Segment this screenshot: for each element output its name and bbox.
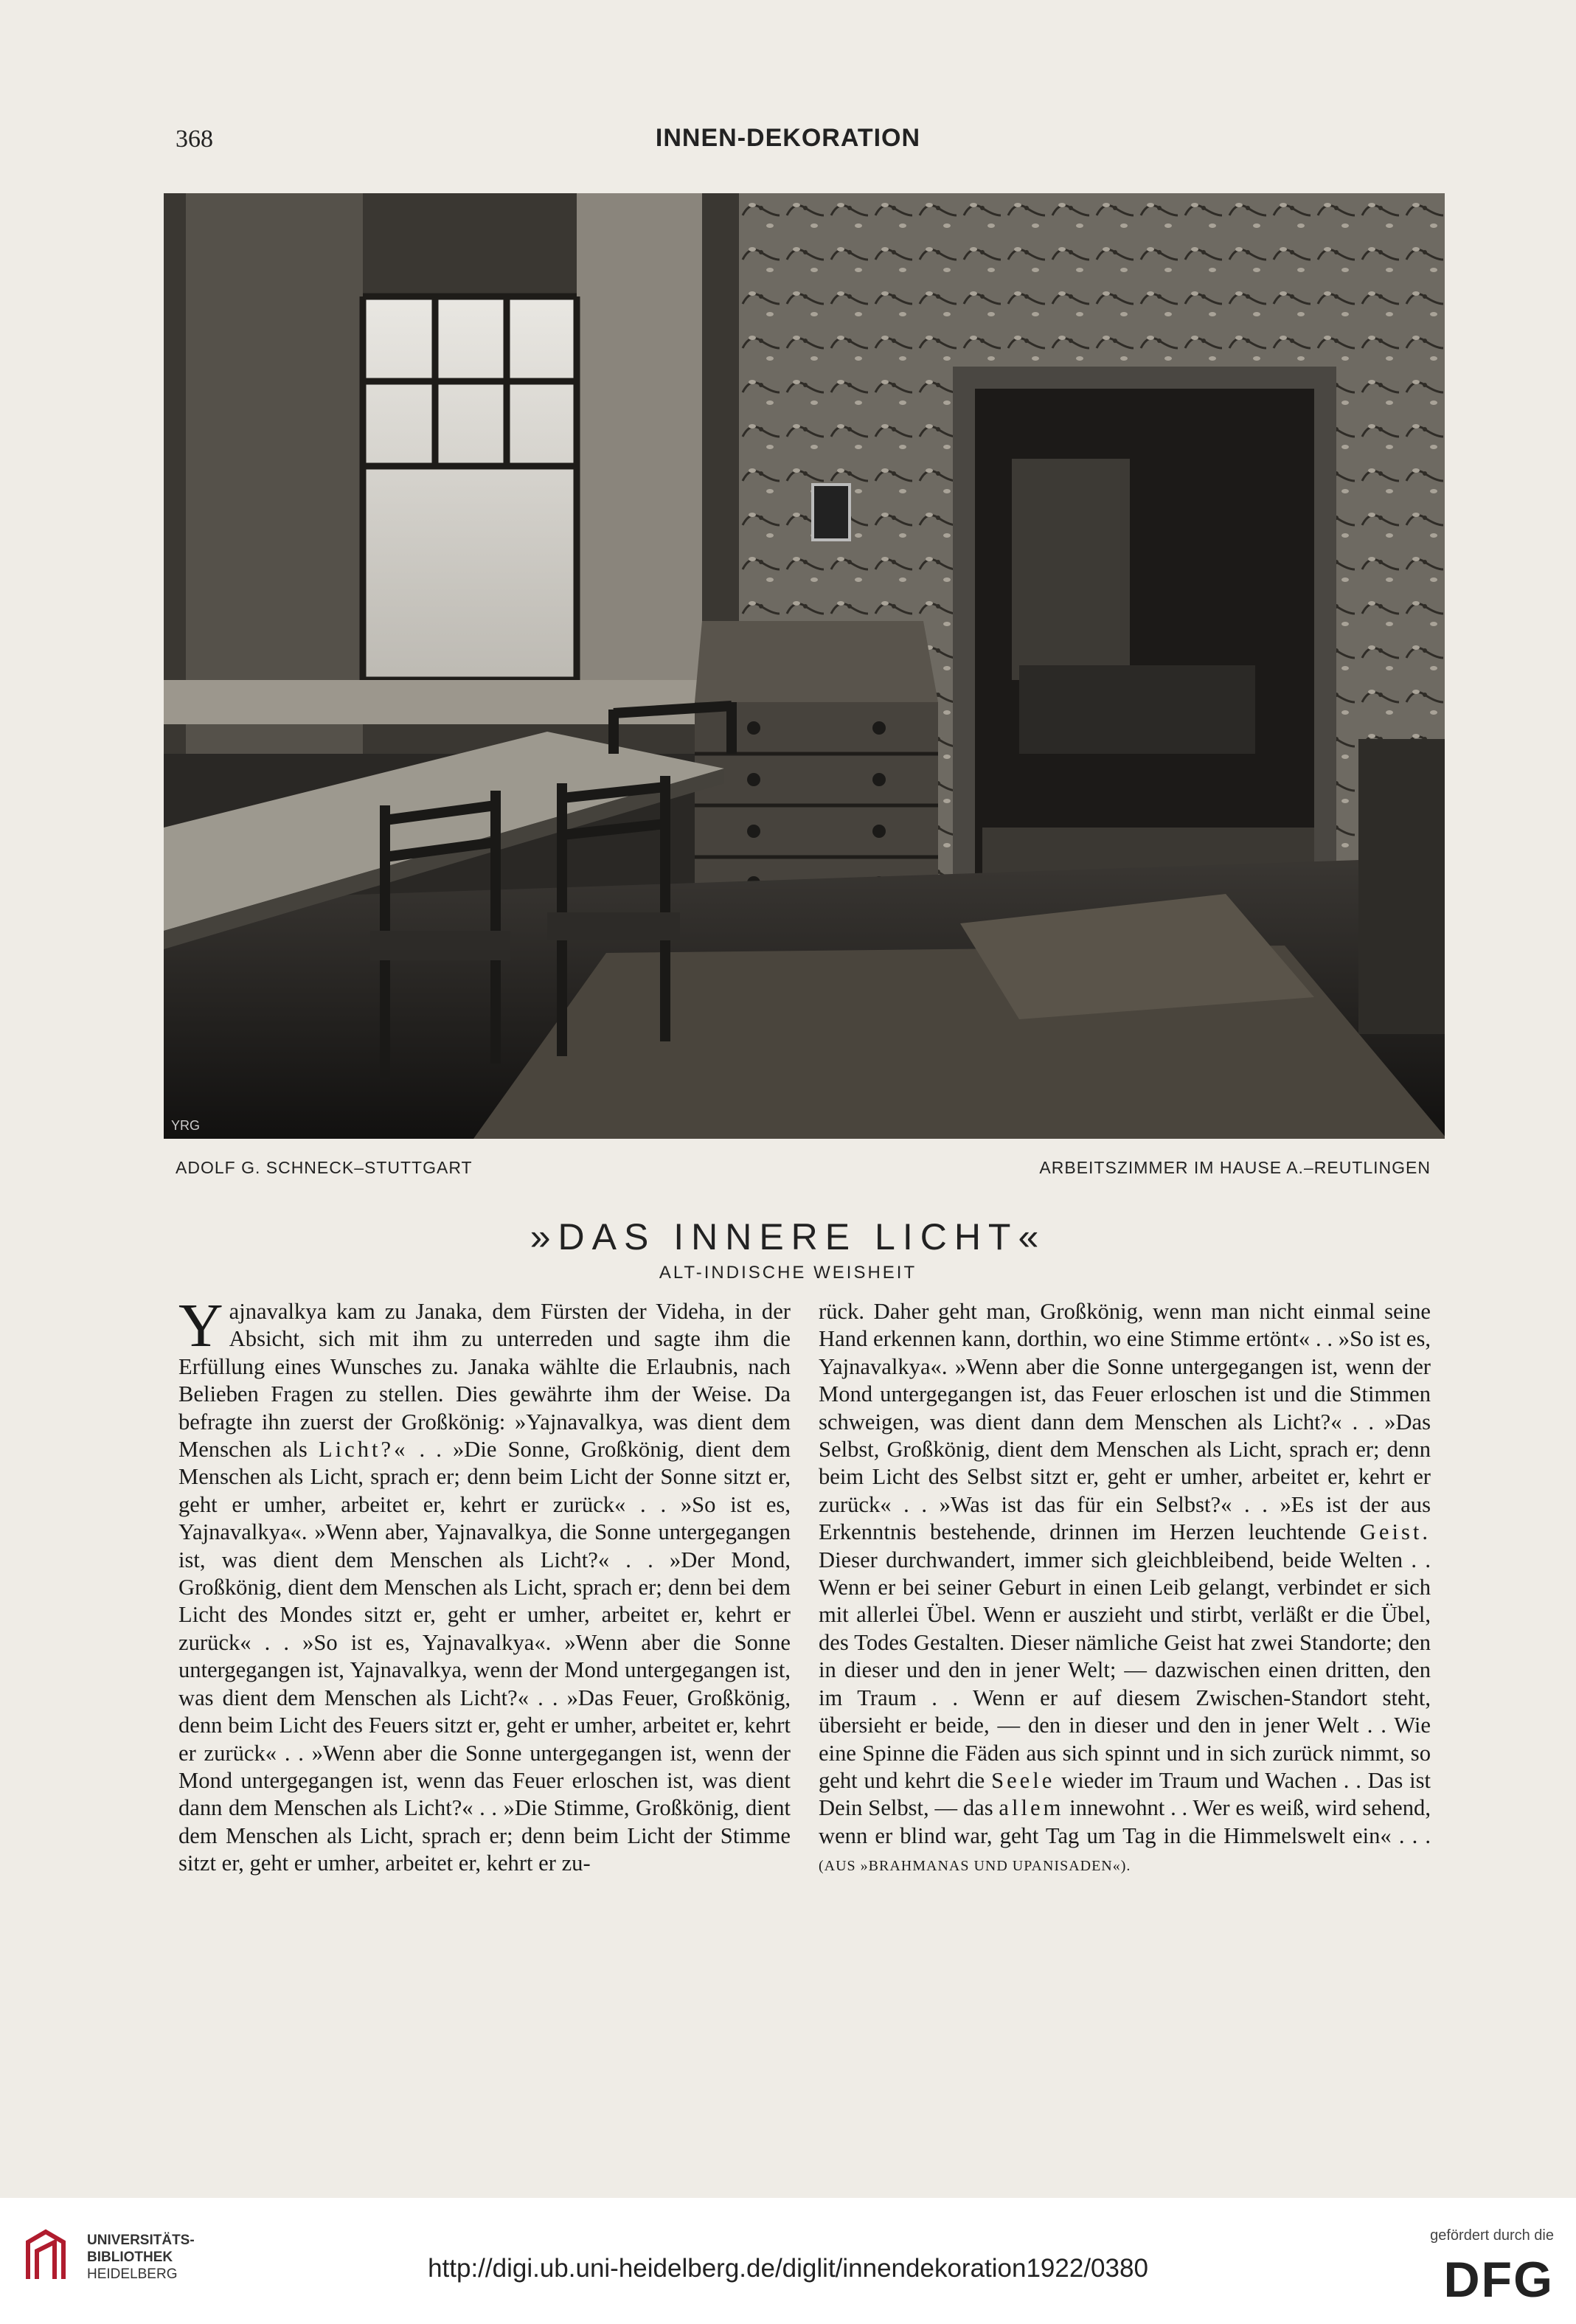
paragraph-right <box>819 1298 1431 1881</box>
permalink-url[interactable]: http://digi.ub.uni-heidelberg.de/diglit/innendekoration1922/0380 <box>428 2254 1148 2283</box>
text-column-left <box>178 1291 791 1878</box>
text-run: . . »Die Sonne, Großkönig, dient dem Menschen als Licht, sprach er; denn beim Licht der Sonne sitzt er, geht er umher, arbeitet er, kehrt er zurück« . . »So ist es, Yajnavalkya«. »Wenn aber, Yajnavalkya, die Sonne untergegangen ist, was dient dem Menschen als Licht?« . . »Der Mond, Großkönig, dient dem Menschen als Licht, sprach er; denn bei dem Licht des Mondes sitzt er, geht er umher, arbeitet er, kehrt er zurück« . . »So ist es, Yajnavalkya«. »Wenn aber die Sonne untergegangen ist, Yajnavalkya, wenn der Mond untergegangen ist, was dient dem Menschen als Licht?« . . »Das Feuer, Großkönig, denn beim Licht des Feuers sitzt er, geht er umher, arbeitet er, kehrt er zurück« . . »Wenn aber die Sonne untergegangen ist, wenn der Mond untergegangen ist, wenn das Feuer erloschen ist, was dient dann dem Menschen als Licht?« . . »Die Stimme, Großkönig, dient dem Menschen als Licht, sprach er; denn beim Licht der Stimme sitzt er, geht er umher, arbeitet er, kehrt er zu- <box>178 1437 791 1876</box>
article-subtitle: ALT-INDISCHE WEISHEIT <box>659 1263 917 1283</box>
text-run: wieder im Traum und Wachen . . Das ist Dein Selbst, — das <box>819 1767 1431 1821</box>
spaced-word: Seele <box>991 1767 1055 1793</box>
text-run: innewohnt . . Wer es weiß, wird sehend, wenn er blind war, geht Tag um Tag in die Himmelswelt ein« . . . <box>819 1795 1431 1848</box>
photo-caption-room: ARBEITSZIMMER IM HAUSE A.–REUTLINGEN <box>1039 1158 1431 1177</box>
text-column-right <box>819 1298 1431 1881</box>
library-name-line: HEIDELBERG <box>87 2266 178 2282</box>
interior-photograph <box>164 193 1445 1139</box>
text-run: rück. Daher geht man, Großkönig, wenn man nicht einmal seine Hand erkennen kann, dorthin, wo eine Stimme ertönt« . . »So ist es, Yajnavalkya«. »Wenn aber die Sonne untergegangen ist, wenn der Mond untergegangen ist, das Feuer erloschen ist und die Stimmen schweigen, was dient dann dem Menschen als Licht?« . . »Das Selbst, Großkönig, dient dem Menschen als Licht, sprach er; denn beim Licht des Selbst sitzt er, geht er umher, arbeitet er, kehrt er zurück« . . »Was ist das für ein Selbst?« . . »Es ist der aus Erkenntnis bestehende, drinnen im Herzen leuchtende <box>819 1299 1431 1545</box>
spaced-word: Licht?« <box>318 1437 409 1463</box>
dfg-logo: DFG <box>1443 2252 1554 2308</box>
running-head: INNEN-DEKORATION <box>655 124 921 152</box>
library-name-line: BIBLIOTHEK <box>87 2250 173 2265</box>
text-run: Dieser durchwandert, immer sich gleichbleibend, beide Welten . . Wenn er bei seiner Geburt in einen Leib gelangt, verbindet er sich mit allerlei Übel. Wenn er auszieht und stirbt, verläßt er die Übel, des Todes Gestalten. Dieser nämliche Geist hat zwei Standorte; den in dieser und den in jener Welt; — dazwischen einen dritten, den im Traum . . Wenn er auf diesem Zwischen-Standort steht, übersieht er beide, — den in dieser und den in jener Welt . . Wie eine Spinne die Fäden aus sich spinnt und in sich zurück nimmt, so geht und kehrt die <box>819 1547 1431 1793</box>
funded-by-label: gefördert durch die <box>1430 2227 1554 2244</box>
drop-cap: Y <box>178 1291 223 1360</box>
photo-caption-designer: ADOLF G. SCHNECK–STUTTGART <box>176 1158 473 1177</box>
spaced-word: Geist. <box>1359 1519 1431 1545</box>
text-run: ajnavalkya kam zu Janaka, dem Fürsten der Videha, in der Absicht, sich mit ihm zu unterreden und sagte ihm die Erfüllung eines Wunsches zu. Janaka wählte die Erlaubnis, nach Belieben Fragen zu stellen. Dies gewährte ihm der Weise. Da befragte ihn zuerst der Großkönig: »Yajnavalkya, was dient dem Menschen als <box>178 1299 791 1463</box>
study-room-photo <box>164 193 1445 1139</box>
spaced-word: allem <box>999 1795 1064 1821</box>
library-name-line: UNIVERSITÄTS- <box>87 2233 195 2248</box>
page-number: 368 <box>176 125 213 153</box>
paragraph-left <box>178 1291 791 1878</box>
digitization-footer <box>0 2198 1576 2324</box>
article-title: »DAS INNERE LICHT« <box>530 1216 1046 1258</box>
photo-monogram: YRG <box>171 1118 201 1133</box>
source-citation: (AUS »BRAHMANAS UND UPANISADEN«). <box>819 1858 1131 1875</box>
